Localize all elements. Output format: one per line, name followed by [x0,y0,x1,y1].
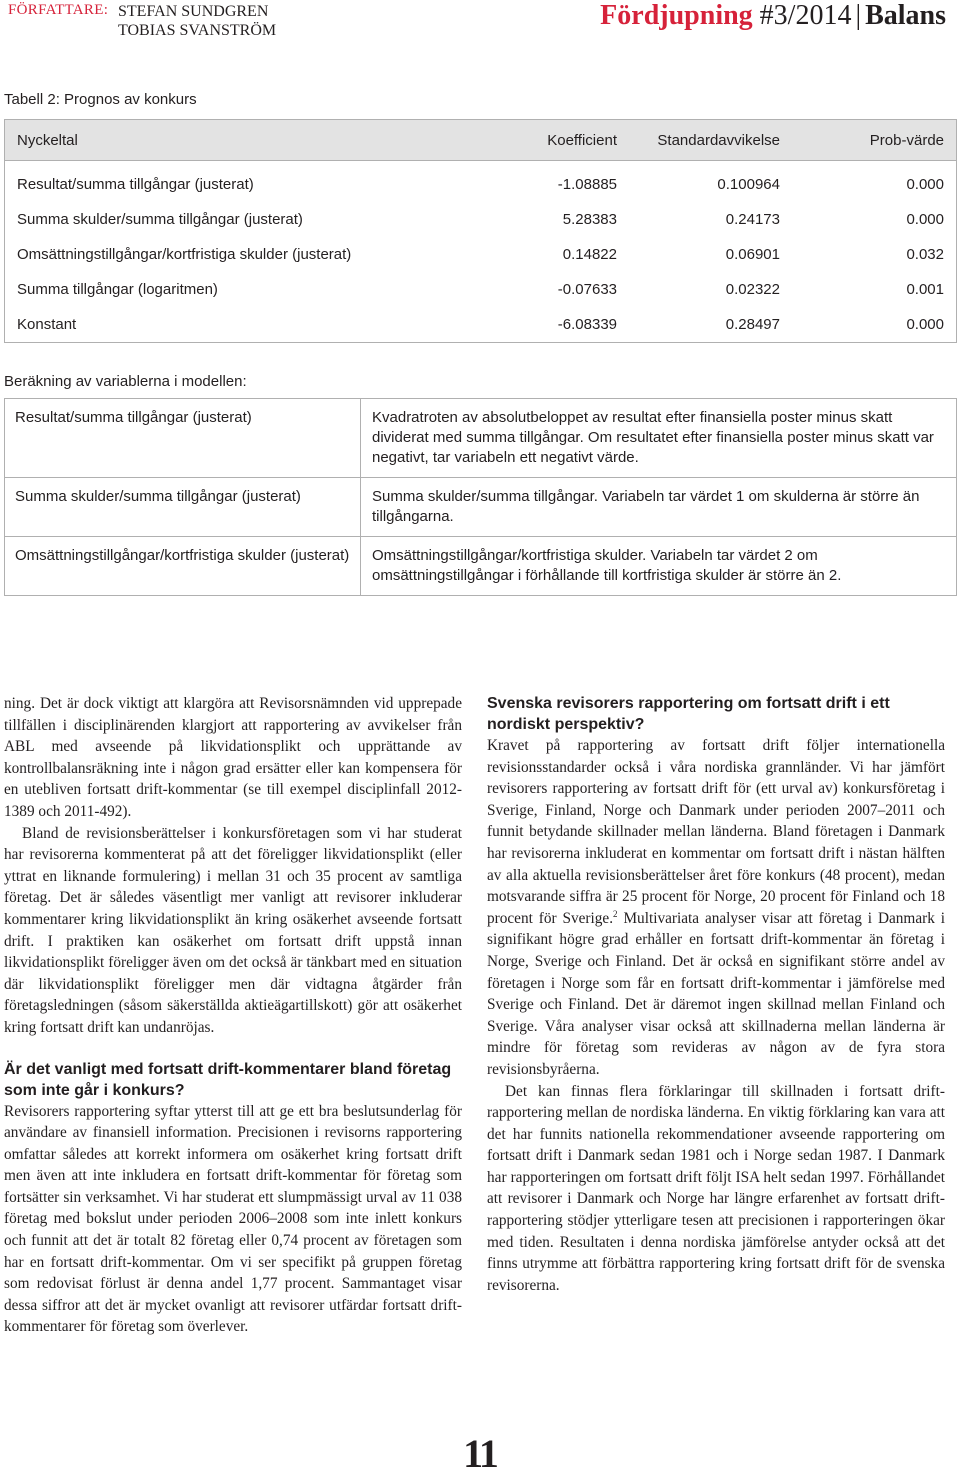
section-heading: Svenska revisorers rapportering om fortsatt drift i ett nordiskt perspektiv? [487,695,890,733]
paragraph: Det kan finnas flera förklaringar till skillnaden i fortsatt drift-rapportering mellan de nordiska länderna. En viktig förklaring kan vara att det har funnits nationella rekommendationer avseende rapportering om fortsatt drift i Danmark sedan 1981 och i Norge sedan 1987. I Danmark har rapporteringen om fortsatt drift följt ISA helt sedan 1997. Förhållandet att revisorer i Danmark och Norge har längre erfarenhet av fortsatt drift-rapportering stödjer ytterligare tesen att precisionen i rapporteringen ökar med tiden. Resultaten i denna nordiska jämförelse antyder också att det finns utrymme att förbättra rapportering kring fortsatt drift för de svenska revisorerna. [487,1082,945,1294]
header-cell: Nyckeltal [17,131,78,149]
table-cell: -1.08885 [557,176,617,193]
table-cell: -0.07633 [557,281,617,298]
variable-term: Omsättningstillgångar/kortfristiga skulder (justerat) [5,537,361,595]
variables-caption: Beräkning av variablerna i modellen: [4,373,247,390]
footnote-ref[interactable]: 2 [613,908,618,919]
author-names [118,2,276,40]
issue-number: #3/2014 [752,0,852,31]
right-column [487,693,945,1296]
author-name: TOBIAS SVANSTRÖM [118,22,277,39]
table-cell: 0.032 [906,246,944,263]
paragraph-text: Multivariata analyser visar att företag i Danmark i signifikant högre grad erhåller en fortsatt drift-kommentar än företag i Norge, Sverige och Finland. Det är också en signifikant större andel av företagen i Norge som får en fortsatt drift-kommentar i jämförelse med Sverige och Finland. Det är däremot ingen skillnad mellan Finland och Sverige. Våra analyser visar också att skillnaderna mellan länderna är mindre för företag som revideras av någon av de fyra stora revisionsbyråerna. [487,909,946,1078]
table-header-row [5,120,956,161]
table-cell: 0.000 [906,176,944,193]
section-title [600,0,946,32]
variable-term: Summa skulder/summa tillgångar (justerat) [5,478,361,536]
table-row [5,167,956,202]
table-row [5,202,956,237]
table-row [5,537,956,595]
header-cell: Standardavvikelse [657,131,780,149]
table-row [5,478,956,537]
section-heading: Är det vanligt med fortsatt drift-kommentarer bland företag som inte går i konkurs? [4,1060,452,1099]
paragraph-text: Kravet på rapportering av fortsatt drift följer internationella revisionsstandarder också i våra nordiska grannländer. Vi har jämfört revisorers rapportering av fortsatt drift för (ett urval av) konkursföretag i Sverige, Finland, Norge och Danmark under perioden 2007–2011 och funnit betydande skillnader mellan länderna. Bland företagen i Danmark har revisorerna inkluderat en kommentar om fortsatt drift i nästan hälften av alla aktuella revisionsberättelser året före konkurs (48 procent), medan motsvarande siffra är 25 procent för Norge, 20 procent för Finland och 18 procent för Sverige. [487,737,945,927]
author-label: FÖRFATTARE: [8,2,109,18]
table-row [5,272,956,307]
table-cell: Summa tillgångar (logaritmen) [17,281,218,298]
table-cell: 0.28497 [725,316,780,333]
table-caption: Tabell 2: Prognos av konkurs [4,91,197,108]
table-row [5,307,956,342]
table-cell: Konstant [17,316,77,333]
table-cell: 0.001 [906,281,944,298]
section-name: Fördjupning [600,0,753,31]
table-row [5,237,956,272]
magazine-name: Balans [865,0,946,31]
table-cell: 0.100964 [717,176,780,193]
table-cell: 0.000 [906,316,944,333]
author-name: STEFAN SUNDGREN [118,3,269,20]
header-cell: Koefficient [547,131,617,149]
variable-description: Summa skulder/summa tillgångar. Variabeln tar värdet 1 om skulderna är större än tillgångarna. [372,488,920,525]
table-cell: 0.24173 [725,211,780,228]
table-cell: 0.02322 [725,281,780,298]
paragraph: Revisorers rapportering syftar ytterst till att ge ett bra beslutsunderlag för användare av finansiell information. Precisionen i revisorns rapportering omfattar således att korrekt informera om osäkerhet kring fortsatt drift men även att inte inkludera en fortsatt drift-kommentar för företag som fortsätter sin verksamhet. Vi har studerat ett slumpmässigt urval av 11 038 företag med bokslut under perioden 2006–2008 som inte inlett konkurs och funnit att det är totalt 82 företag eller 0,74 procent av företagen som har en fortsatt drift-kommentar. Om vi ser specifikt på gruppen företag som redovisat förlust är denna andel 1,77 procent. Sammantaget visar dessa siffror att det är mycket ovanligt att revisorer utfärdar fortsatt drift-kommentarer för företag som överlever. [4,1102,462,1336]
table-cell: 5.28383 [562,211,617,228]
paragraph: Bland de revisionsberättelser i konkursföretagen som vi har studerat har revisorerna kommenterat på att det föreligger likvidationsplikt (eller yttrat en liknande formulering) i mellan 31 och 35 procent av samtliga företag. Det är således väsentligt mer vanligt att revisorer inkluderar kommentarer kring likvidationsplikt än kring osäkerhet avseende fortsatt drift. I praktiken kan osäkerhet om fortsatt drift uppstå innan likvidationsplikt föreligger även om det också är tänkbart med en situation där likvidationsplikt föreligger men där vidtagna åtgärder från företagsledningen (såsom säkerställda aktieägartillskott) gör att osäkerhet kring fortsatt drift kan undanröjas. [4,824,462,1036]
table-cell: Omsättningstillgångar/kortfristiga skulder (justerat) [17,246,352,263]
table-cell: Resultat/summa tillgångar (justerat) [17,176,254,193]
table-cell: 0.14822 [562,246,617,263]
variable-term: Resultat/summa tillgångar (justerat) [5,399,361,477]
table-row [5,399,956,478]
table-cell: Summa skulder/summa tillgångar (justerat) [17,211,303,228]
variable-description: Kvadratroten av absolutbeloppet av resultat efter finansiella poster minus skatt dividerat med summa tillgångar. Om resultatet efter finansiella poster minus skatt var negativt, tar variabeln ett negativt värde. [372,409,934,466]
left-column [4,693,462,1338]
table-cell: 0.06901 [725,246,780,263]
table-cell: -6.08339 [557,316,617,333]
variables-table [4,398,957,596]
table-cell: 0.000 [906,211,944,228]
page-number: 11 [463,1431,497,1476]
title-separator: | [855,0,862,31]
paragraph: ning. Det är dock viktigt att klargöra att Revisorsnämnden vid upprepade tillfällen i disciplinärenden klargjort att rapportering av avvikelser från ABL med avseende på likvidationsplikt och upprättande av kontrollbalansräkning inte i någon grad ersätter eller kan kompensera för en utebliven fortsatt drift-kommentar (se till exempel disciplinfall 2012-1389 och 2011-492). [4,695,462,820]
variable-description: Omsättningstillgångar/kortfristiga skulder. Variabeln tar värdet 2 om omsättningstillgångar i förhållande till kortfristiga skulder är större än 2. [372,547,842,584]
paragraph [487,735,945,1081]
forecast-table [4,119,957,343]
header-cell: Prob-värde [869,131,944,149]
